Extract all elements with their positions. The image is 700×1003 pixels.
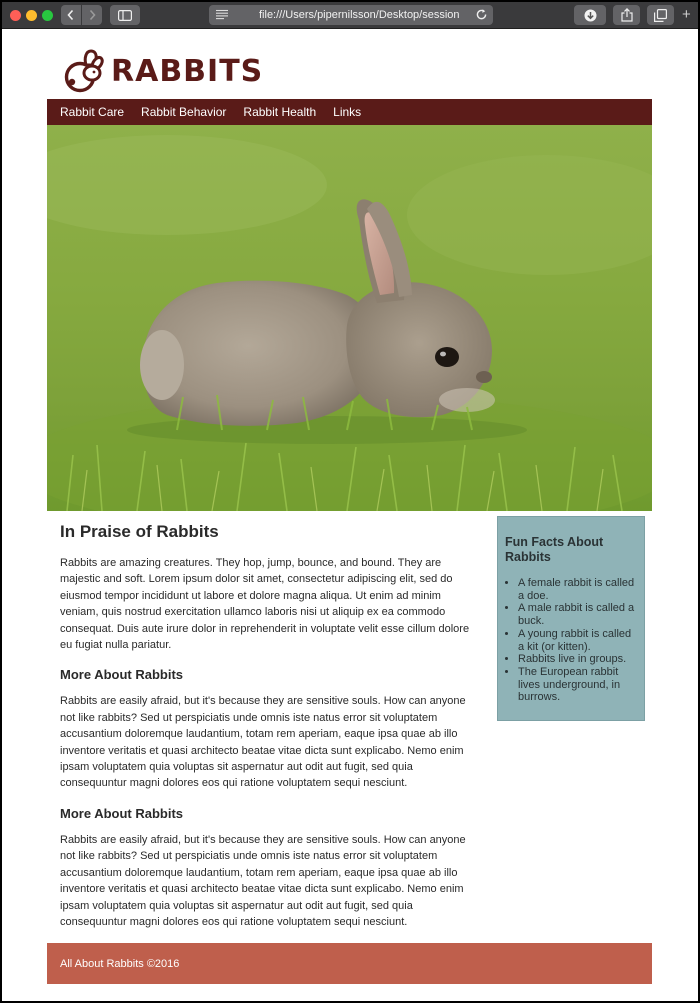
web-page <box>2 29 698 1001</box>
address-bar[interactable] <box>209 5 493 25</box>
tabs-icon <box>654 9 667 22</box>
fun-facts-title: Fun Facts About Rabbits <box>505 535 604 564</box>
nav-link-rabbit-health[interactable]: Rabbit Health <box>243 105 317 119</box>
address-url[interactable]: file:///Users/pipernilsson/Desktop/session <box>259 9 460 21</box>
rabbit-logo-icon <box>59 49 105 93</box>
fun-facts-sidebar <box>497 516 645 721</box>
new-tab-button[interactable]: + <box>682 6 691 23</box>
reload-icon[interactable] <box>475 8 488 21</box>
section-heading: More About Rabbits <box>60 805 184 821</box>
section-paragraph: Rabbits are easily afraid, but it's because they are sensitive souls. How can anyone not like rabbits? Sed ut perspiciatis unde omnis iste natus error sit voluptatem accusantium doloremque laudantium, totam rem aperiam, eaque ipsa quae ab illo inventore veritatis et quasi architecto beatae vitae dicta sunt explicabo. Nemo enim ipsam voluptatem quia voluptas sit aspernatur aut odit aut fugit, sed quia consequuntur magni dolores eos qui ratione voluptatem sequi nesciunt. <box>60 695 466 790</box>
browser-window <box>2 2 698 1001</box>
minimize-window-button[interactable] <box>26 10 37 21</box>
site-footer <box>47 943 652 984</box>
fun-fact-item: • A female rabbit is called a doe. <box>518 577 637 602</box>
nav-link-rabbit-care[interactable]: Rabbit Care <box>60 105 125 119</box>
tab-overview-button[interactable] <box>647 5 674 25</box>
back-button[interactable] <box>61 5 81 25</box>
close-window-button[interactable] <box>10 10 21 21</box>
fun-facts-list <box>505 577 637 704</box>
site-logo-text: RABBITS <box>111 53 264 89</box>
browser-toolbar <box>2 2 698 29</box>
history-nav <box>61 5 102 25</box>
section-paragraph: Rabbits are easily afraid, but it's because they are sensitive souls. How can anyone not like rabbits? Sed ut perspiciatis unde omnis iste natus error sit voluptatem accusantium doloremque laudantium, totam rem aperiam, eaque ipsa quae ab illo inventore veritatis et quasi architecto beatae vitae dicta sunt explicabo. Nemo enim ipsam voluptatem quia voluptas sit aspernatur aut odit aut fugit, sed quia consequuntur magni dolores eos qui ratione voluptatem sequi nesciunt. <box>60 833 466 928</box>
section-heading: More About Rabbits <box>60 667 184 683</box>
site-logo[interactable] <box>59 49 263 93</box>
nav-link-links[interactable]: Links <box>333 105 362 119</box>
sidebar-toggle-button[interactable] <box>110 5 140 25</box>
main-navigation <box>47 99 652 125</box>
chevron-left-icon <box>66 9 76 21</box>
footer-copyright: All About Rabbits ©2016 <box>60 957 180 970</box>
downloads-button[interactable] <box>574 5 606 25</box>
intro-paragraph: Rabbits are amazing creatures. They hop, jump, bounce, and bound. They are majestic and soft. Lorem ipsum dolor sit amet, consectetur adipiscing elit, sed do eiusmod tempor incididunt ut labore et dolore magna aliqua. Ut enim ad minim veniam, quis nostrud exercitation ullamco laboris nisi ut aliquip ex ea commodo consequat. Duis aute irure dolor in reprehenderit in voluptate velit esse cillum dolore eu fugiat nulla pariatur. <box>60 557 470 652</box>
download-icon <box>584 9 597 22</box>
fun-fact-item: • A young rabbit is called a kit (or kitten). <box>518 628 637 653</box>
main-content <box>60 521 475 930</box>
hero-rabbit-photo <box>47 125 652 511</box>
article-title: In Praise of Rabbits <box>60 522 219 541</box>
fun-fact-item: • Rabbits live in groups. <box>518 653 637 666</box>
chevron-right-icon <box>87 9 97 21</box>
fun-fact-item: • A male rabbit is called a buck. <box>518 602 637 627</box>
share-icon <box>621 8 633 22</box>
forward-button[interactable] <box>82 5 102 25</box>
reader-view-icon[interactable] <box>216 9 228 20</box>
zoom-window-button[interactable] <box>42 10 53 21</box>
share-button[interactable] <box>613 5 640 25</box>
sidebar-icon <box>118 10 132 21</box>
fun-fact-item: • The European rabbit lives underground, in burrows. <box>518 666 637 704</box>
nav-link-rabbit-behavior[interactable]: Rabbit Behavior <box>141 105 227 119</box>
